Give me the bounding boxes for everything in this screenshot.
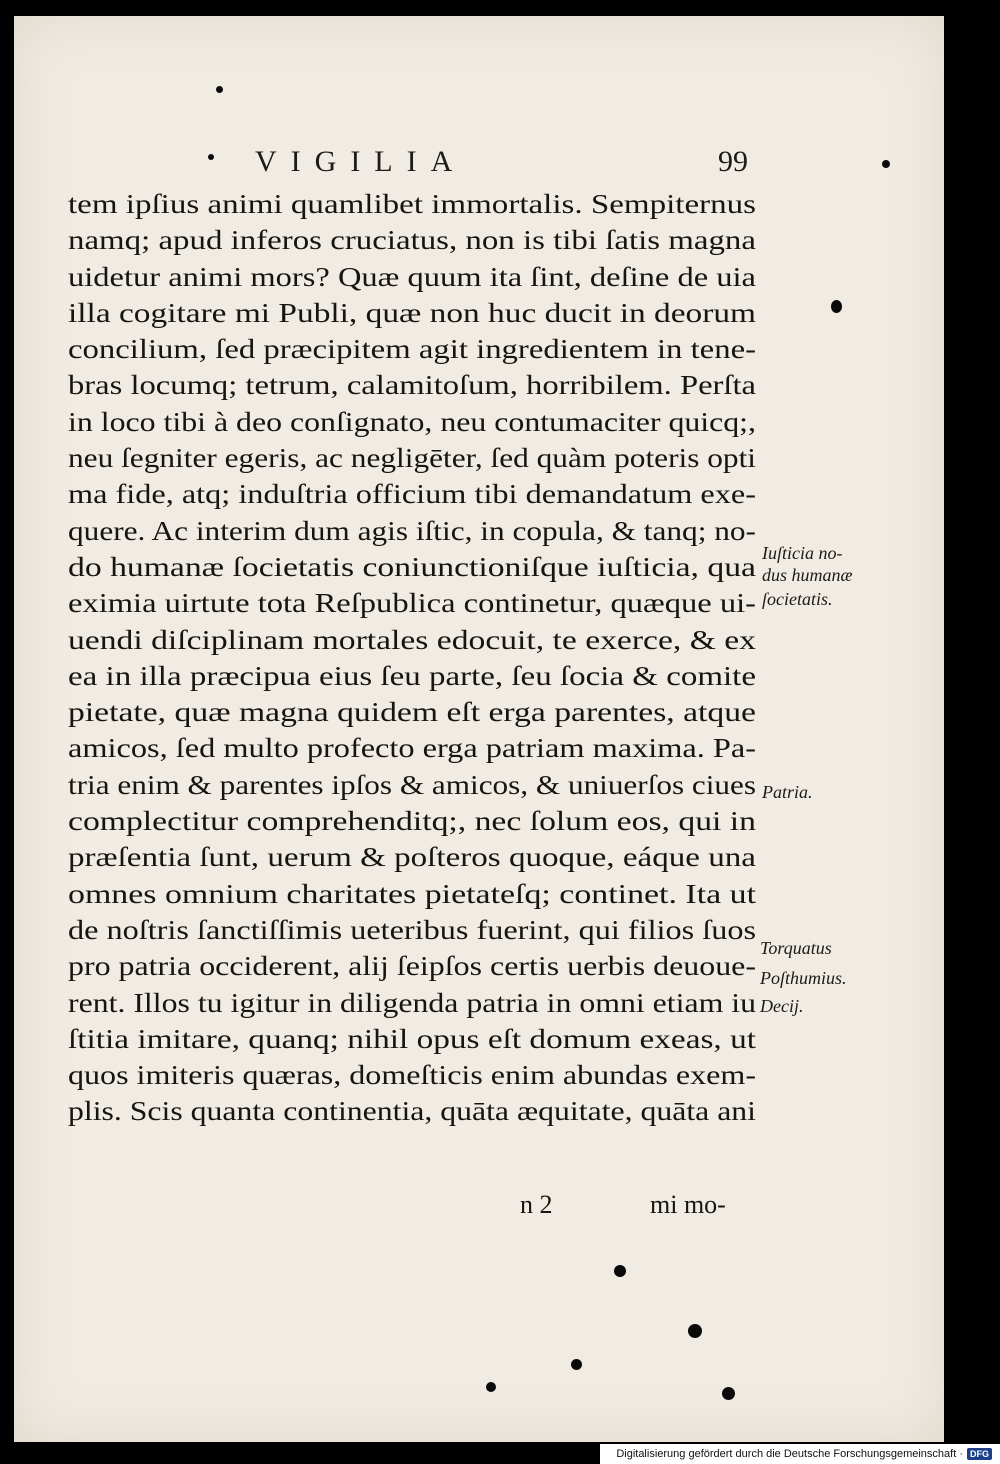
- marginal-line: Poſthumius.: [760, 968, 847, 988]
- text-line: [68, 876, 758, 912]
- marginal-line: Iuſticia no-: [762, 543, 843, 563]
- page-number: 99: [718, 145, 748, 178]
- text-line: [68, 839, 758, 875]
- text-line: [68, 404, 758, 440]
- text-line-content: do humanæ ſocietatis coniunctioniſque iuſticia, qua: [68, 550, 756, 582]
- text-line: [68, 767, 758, 803]
- text-line-content: tem ipſius animi quamlibet immortalis. Sempiternus: [68, 188, 756, 219]
- ink-spot: [831, 300, 842, 313]
- text-line-content: pietate, quæ magna quidem eſt erga parentes, atque: [68, 696, 756, 728]
- text-line-content: rent. Illos tu igitur in diligenda patria in omni etiam iu: [68, 986, 756, 1018]
- text-line-content: pro patria occiderent, alij ſeipſos certis uerbis deuoue-: [68, 950, 756, 982]
- text-line-content: præſentia ſunt, uerum & poſteros quoque, eáque una: [68, 841, 756, 873]
- marginal-note-iusticia: [762, 540, 853, 612]
- marginal-line: dus humanæ: [762, 565, 853, 585]
- text-line: [68, 1093, 758, 1129]
- text-line: [68, 622, 758, 658]
- text-line-content: ma fide, atq; induſtria officium tibi demandatum exe-: [68, 478, 756, 510]
- text-line: [68, 585, 758, 621]
- marginal-note-patria: [762, 782, 813, 803]
- text-line: [68, 331, 758, 367]
- text-line: [68, 985, 758, 1021]
- text-line-content: in loco tibi à deo conſignato, neu contumaciter quicq;,: [68, 405, 756, 437]
- text-line: [68, 222, 758, 258]
- text-line-content: ſtitia imitare, quanq; nihil opus eſt domum exeas, ut: [68, 1022, 756, 1054]
- text-line: [68, 730, 758, 766]
- ink-spot: [722, 1387, 735, 1400]
- text-line-content: concilium, ſed præcipitem agit ingredientem in tene-: [68, 333, 756, 365]
- text-line-content: uendi diſciplinam mortales edocuit, te exerce, & ex: [68, 623, 756, 655]
- text-line: [68, 259, 758, 295]
- marginal-line: Decij.: [760, 996, 804, 1016]
- signature-mark: n 2: [520, 1190, 553, 1219]
- ink-spot: [688, 1324, 702, 1338]
- running-head: VIGILIA: [255, 145, 467, 178]
- marginal-line: Patria.: [762, 782, 813, 802]
- dfg-logo: DFG: [967, 1448, 992, 1460]
- marginal-note-torquatus: [760, 935, 847, 1019]
- ink-spot: [216, 86, 223, 93]
- text-line: [68, 186, 758, 222]
- text-line: [68, 912, 758, 948]
- text-line-content: ea in illa præcipua eius ſeu parte, ſeu ſocia & comite: [68, 659, 756, 691]
- text-line-content: quere. Ac interim dum agis iſtic, in copula, & tanq; no-: [68, 514, 756, 546]
- text-line-content: complectitur comprehenditq;, nec ſolum eos, qui in: [68, 805, 756, 837]
- text-line: [68, 1021, 758, 1057]
- text-line: [68, 1057, 758, 1093]
- text-line-content: eximia uirtute tota Reſpublica continetur, quæque ui-: [68, 587, 756, 619]
- credit-text: Digitalisierung gefördert durch die Deutsche Forschungsgemeinschaft ·: [616, 1448, 963, 1460]
- main-text: [68, 186, 758, 1130]
- text-line: [68, 694, 758, 730]
- text-line-content: amicos, ſed multo profecto erga patriam maxima. Pa-: [68, 732, 756, 764]
- text-line: [68, 948, 758, 984]
- text-line-content: omnes omnium charitates pietateſq; continet. Ita ut: [68, 877, 756, 909]
- catchword: mi mo-: [650, 1190, 726, 1219]
- marginal-line: ſocietatis.: [762, 589, 833, 609]
- marginal-line: Torquatus: [760, 938, 832, 958]
- text-line-content: neu ſegniter egeris, ac negligēter, ſed quàm poteris opti: [68, 442, 756, 474]
- text-line-content: tria enim & parentes ipſos & amicos, & uniuerſos ciues: [68, 768, 756, 800]
- text-line-content: uidetur animi mors? Quæ quum ita ſint, deſine de uia: [68, 260, 756, 292]
- text-line: [68, 658, 758, 694]
- text-line-content: bras locumq; tetrum, calamitoſum, horribilem. Perſta: [68, 369, 756, 401]
- digitization-credit: [600, 1444, 1000, 1464]
- text-line-content: de noſtris ſanctiſſimis ueteribus fuerint, qui filios ſuos: [68, 913, 756, 945]
- text-line: [68, 513, 758, 549]
- ink-spot: [614, 1265, 626, 1277]
- ink-spot: [208, 154, 214, 160]
- text-line: [68, 476, 758, 512]
- text-line-content: plis. Scis quanta continentia, quāta æquitate, quāta ani: [68, 1095, 756, 1127]
- ink-spot: [486, 1382, 496, 1392]
- ink-spot: [882, 160, 890, 168]
- text-line: [68, 803, 758, 839]
- text-line: [68, 295, 758, 331]
- text-line: [68, 367, 758, 403]
- ink-spot: [571, 1359, 582, 1370]
- text-line: [68, 440, 758, 476]
- text-line-content: namq; apud inferos cruciatus, non is tibi ſatis magna: [68, 224, 756, 256]
- text-line-content: quos imiteris quæras, domeſticis enim abundas exem-: [68, 1059, 756, 1091]
- text-line-content: illa cogitare mi Publi, quæ non huc ducit in deorum: [68, 296, 756, 328]
- text-line: [68, 549, 758, 585]
